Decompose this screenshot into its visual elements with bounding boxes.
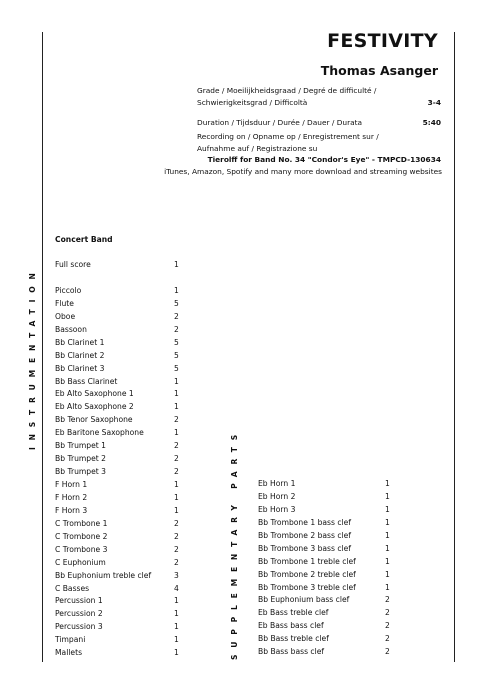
part-name: Eb Horn 2 bbox=[258, 491, 296, 501]
list-item bbox=[55, 259, 185, 272]
part-quantity: 5 bbox=[174, 337, 179, 347]
list-item bbox=[55, 401, 185, 414]
grade-label-line1: Grade / Moeilijkheidsgraad / Degré de difficulté / bbox=[197, 86, 377, 95]
list-item bbox=[258, 633, 398, 646]
part-quantity: 1 bbox=[385, 530, 390, 540]
part-name: Bb Tenor Saxophone bbox=[55, 415, 133, 425]
duration-label: Duration / Tijdsduur / Durée / Dauer / Durata bbox=[197, 118, 363, 127]
part-name: Bb Trumpet 2 bbox=[55, 454, 107, 464]
recording-label-line1: Recording on / Opname op / Enregistrement sur / bbox=[197, 132, 379, 141]
part-name: Bb Trombone 1 treble clef bbox=[258, 556, 356, 566]
part-name: Eb Bass treble clef bbox=[258, 608, 329, 618]
part-name: Bb Trombone 1 bass clef bbox=[258, 517, 352, 527]
part-quantity: 1 bbox=[174, 480, 179, 489]
list-item bbox=[55, 608, 185, 621]
part-quantity: 2 bbox=[174, 441, 179, 451]
list-item bbox=[258, 504, 398, 517]
part-name: Bassoon bbox=[55, 324, 87, 334]
part-quantity: 1 bbox=[174, 428, 179, 438]
part-quantity: 1 bbox=[174, 505, 179, 515]
piece-title: FESTIVITY bbox=[327, 30, 438, 52]
list-item bbox=[55, 492, 185, 505]
part-name: F Horn 2 bbox=[55, 492, 88, 502]
part-name: Bb Trombone 3 bass clef bbox=[258, 543, 352, 553]
grade-value: 3-4 bbox=[427, 97, 441, 107]
list-item bbox=[55, 376, 185, 389]
part-name: Mallets bbox=[55, 648, 83, 658]
part-name: C Basses bbox=[55, 583, 90, 593]
list-item bbox=[55, 518, 185, 531]
part-name: Eb Horn 1 bbox=[258, 479, 296, 488]
list-item bbox=[55, 350, 185, 363]
list-item bbox=[55, 285, 185, 298]
part-quantity: 1 bbox=[174, 389, 179, 399]
part-name: Timpani bbox=[55, 635, 86, 645]
list-item bbox=[258, 556, 398, 569]
part-name: Percussion 2 bbox=[55, 609, 103, 619]
left-rule bbox=[42, 32, 43, 662]
part-name: Bb Trumpet 1 bbox=[55, 441, 107, 451]
part-quantity: 3 bbox=[174, 570, 179, 580]
part-quantity: 2 bbox=[385, 634, 390, 644]
part-name: Bb Trombone 2 bass clef bbox=[258, 530, 352, 540]
part-quantity: 1 bbox=[174, 402, 179, 412]
part-quantity: 2 bbox=[174, 467, 179, 477]
supplementary-side-label: SUPPLEMENTARY PARTS bbox=[230, 427, 239, 660]
part-name: Bb Bass bass clef bbox=[258, 647, 325, 657]
list-item bbox=[258, 517, 398, 530]
part-name: Eb Baritone Saxophone bbox=[55, 428, 144, 438]
list-item bbox=[55, 427, 185, 440]
part-name: Flute bbox=[55, 298, 74, 308]
list-item bbox=[258, 646, 398, 659]
grade-info bbox=[197, 85, 441, 108]
recording-stores: iTunes, Amazon, Spotify and many more download and streaming websites bbox=[164, 167, 442, 176]
part-quantity: 1 bbox=[174, 648, 179, 658]
duration-info bbox=[197, 117, 441, 129]
list-item bbox=[55, 298, 185, 311]
list-item bbox=[258, 582, 398, 595]
part-quantity: 1 bbox=[174, 285, 179, 295]
right-rule bbox=[454, 32, 455, 662]
part-quantity: 2 bbox=[385, 647, 390, 657]
part-quantity: 2 bbox=[174, 531, 179, 541]
list-item bbox=[55, 363, 185, 376]
list-item bbox=[55, 414, 185, 427]
grade-label-line2: Schwierigkeitsgrad / Difficoltà bbox=[197, 97, 308, 107]
part-name: Bb Clarinet 3 bbox=[55, 363, 105, 373]
part-name: Bb Bass treble clef bbox=[258, 634, 329, 644]
section-title: Concert Band bbox=[55, 235, 113, 244]
part-name: Eb Bass bass clef bbox=[258, 621, 324, 631]
part-name: Bb Trombone 3 treble clef bbox=[258, 582, 356, 592]
part-name: Oboe bbox=[55, 311, 76, 321]
list-item bbox=[55, 634, 185, 647]
part-name: Bb Bass Clarinet bbox=[55, 376, 118, 386]
part-quantity: 1 bbox=[174, 635, 179, 645]
part-name: C Euphonium bbox=[55, 557, 106, 567]
part-quantity: 2 bbox=[174, 324, 179, 334]
list-item bbox=[258, 543, 398, 556]
instrument-list bbox=[55, 259, 185, 660]
list-item bbox=[55, 479, 185, 492]
composer-name: Thomas Asanger bbox=[320, 63, 438, 78]
list-item bbox=[258, 491, 398, 504]
part-quantity: 2 bbox=[174, 311, 179, 321]
part-quantity: 4 bbox=[174, 583, 179, 593]
part-quantity: 5 bbox=[174, 363, 179, 373]
part-quantity: 1 bbox=[385, 504, 390, 514]
list-item bbox=[55, 337, 185, 350]
part-quantity: 1 bbox=[385, 517, 390, 527]
part-name: Percussion 1 bbox=[55, 596, 103, 606]
list-item bbox=[55, 557, 185, 570]
part-quantity: 5 bbox=[174, 350, 179, 360]
list-item bbox=[55, 453, 185, 466]
list-item bbox=[55, 505, 185, 518]
part-quantity: 2 bbox=[385, 621, 390, 631]
part-name: Piccolo bbox=[55, 285, 82, 295]
part-quantity: 1 bbox=[385, 479, 390, 488]
list-item bbox=[258, 478, 398, 491]
recording-title: Tierolff for Band No. 34 "Condor's Eye" - TMPCD-130634 bbox=[207, 155, 441, 164]
part-quantity: 1 bbox=[174, 376, 179, 386]
part-quantity: 2 bbox=[174, 518, 179, 528]
list-item bbox=[55, 531, 185, 544]
part-name: Bb Euphonium bass clef bbox=[258, 595, 350, 605]
part-quantity: 1 bbox=[174, 260, 179, 269]
part-name: Full score bbox=[55, 260, 91, 269]
part-quantity: 1 bbox=[385, 569, 390, 579]
list-item bbox=[55, 595, 185, 608]
part-quantity: 2 bbox=[174, 557, 179, 567]
list-item bbox=[258, 607, 398, 620]
list-item bbox=[55, 544, 185, 557]
part-quantity: 1 bbox=[174, 492, 179, 502]
list-item bbox=[55, 311, 185, 324]
list-item bbox=[55, 647, 185, 660]
part-quantity: 2 bbox=[385, 608, 390, 618]
part-quantity: 2 bbox=[174, 415, 179, 425]
list-item bbox=[55, 583, 185, 596]
recording-label-line2: Aufnahme auf / Registrazione su bbox=[197, 143, 318, 153]
part-name: C Trombone 3 bbox=[55, 544, 108, 554]
part-name: Eb Horn 3 bbox=[258, 504, 296, 514]
part-name: Bb Trombone 2 treble clef bbox=[258, 569, 356, 579]
part-quantity: 2 bbox=[174, 454, 179, 464]
list-item bbox=[55, 466, 185, 479]
part-quantity: 1 bbox=[385, 556, 390, 566]
list-item bbox=[258, 569, 398, 582]
duration-value: 5:40 bbox=[422, 118, 441, 127]
list-item bbox=[55, 440, 185, 453]
part-quantity: 1 bbox=[174, 609, 179, 619]
part-name: Bb Clarinet 2 bbox=[55, 350, 105, 360]
list-item bbox=[55, 570, 185, 583]
part-name: Bb Clarinet 1 bbox=[55, 337, 105, 347]
part-quantity: 1 bbox=[174, 596, 179, 606]
part-name: Bb Trumpet 3 bbox=[55, 467, 107, 477]
list-item bbox=[258, 620, 398, 633]
part-quantity: 1 bbox=[385, 491, 390, 501]
part-name: C Trombone 1 bbox=[55, 518, 108, 528]
part-quantity: 1 bbox=[174, 622, 179, 632]
part-name: F Horn 1 bbox=[55, 480, 88, 489]
part-name: Bb Euphonium treble clef bbox=[55, 570, 152, 580]
part-name: Eb Alto Saxophone 2 bbox=[55, 402, 134, 412]
recording-info bbox=[197, 131, 441, 154]
part-name: Percussion 3 bbox=[55, 622, 103, 632]
supplementary-list bbox=[258, 478, 398, 659]
part-quantity: 2 bbox=[174, 544, 179, 554]
part-name: F Horn 3 bbox=[55, 505, 88, 515]
instrumentation-side-label: INSTRUMENTATION bbox=[28, 266, 37, 450]
list-item bbox=[55, 621, 185, 634]
part-quantity: 1 bbox=[385, 543, 390, 553]
part-name: C Trombone 2 bbox=[55, 531, 108, 541]
list-item bbox=[258, 594, 398, 607]
part-quantity: 5 bbox=[174, 298, 179, 308]
part-quantity: 2 bbox=[385, 595, 390, 605]
part-quantity: 1 bbox=[385, 582, 390, 592]
part-name: Eb Alto Saxophone 1 bbox=[55, 389, 134, 399]
list-item bbox=[258, 530, 398, 543]
list-item bbox=[55, 324, 185, 337]
list-item bbox=[55, 388, 185, 401]
